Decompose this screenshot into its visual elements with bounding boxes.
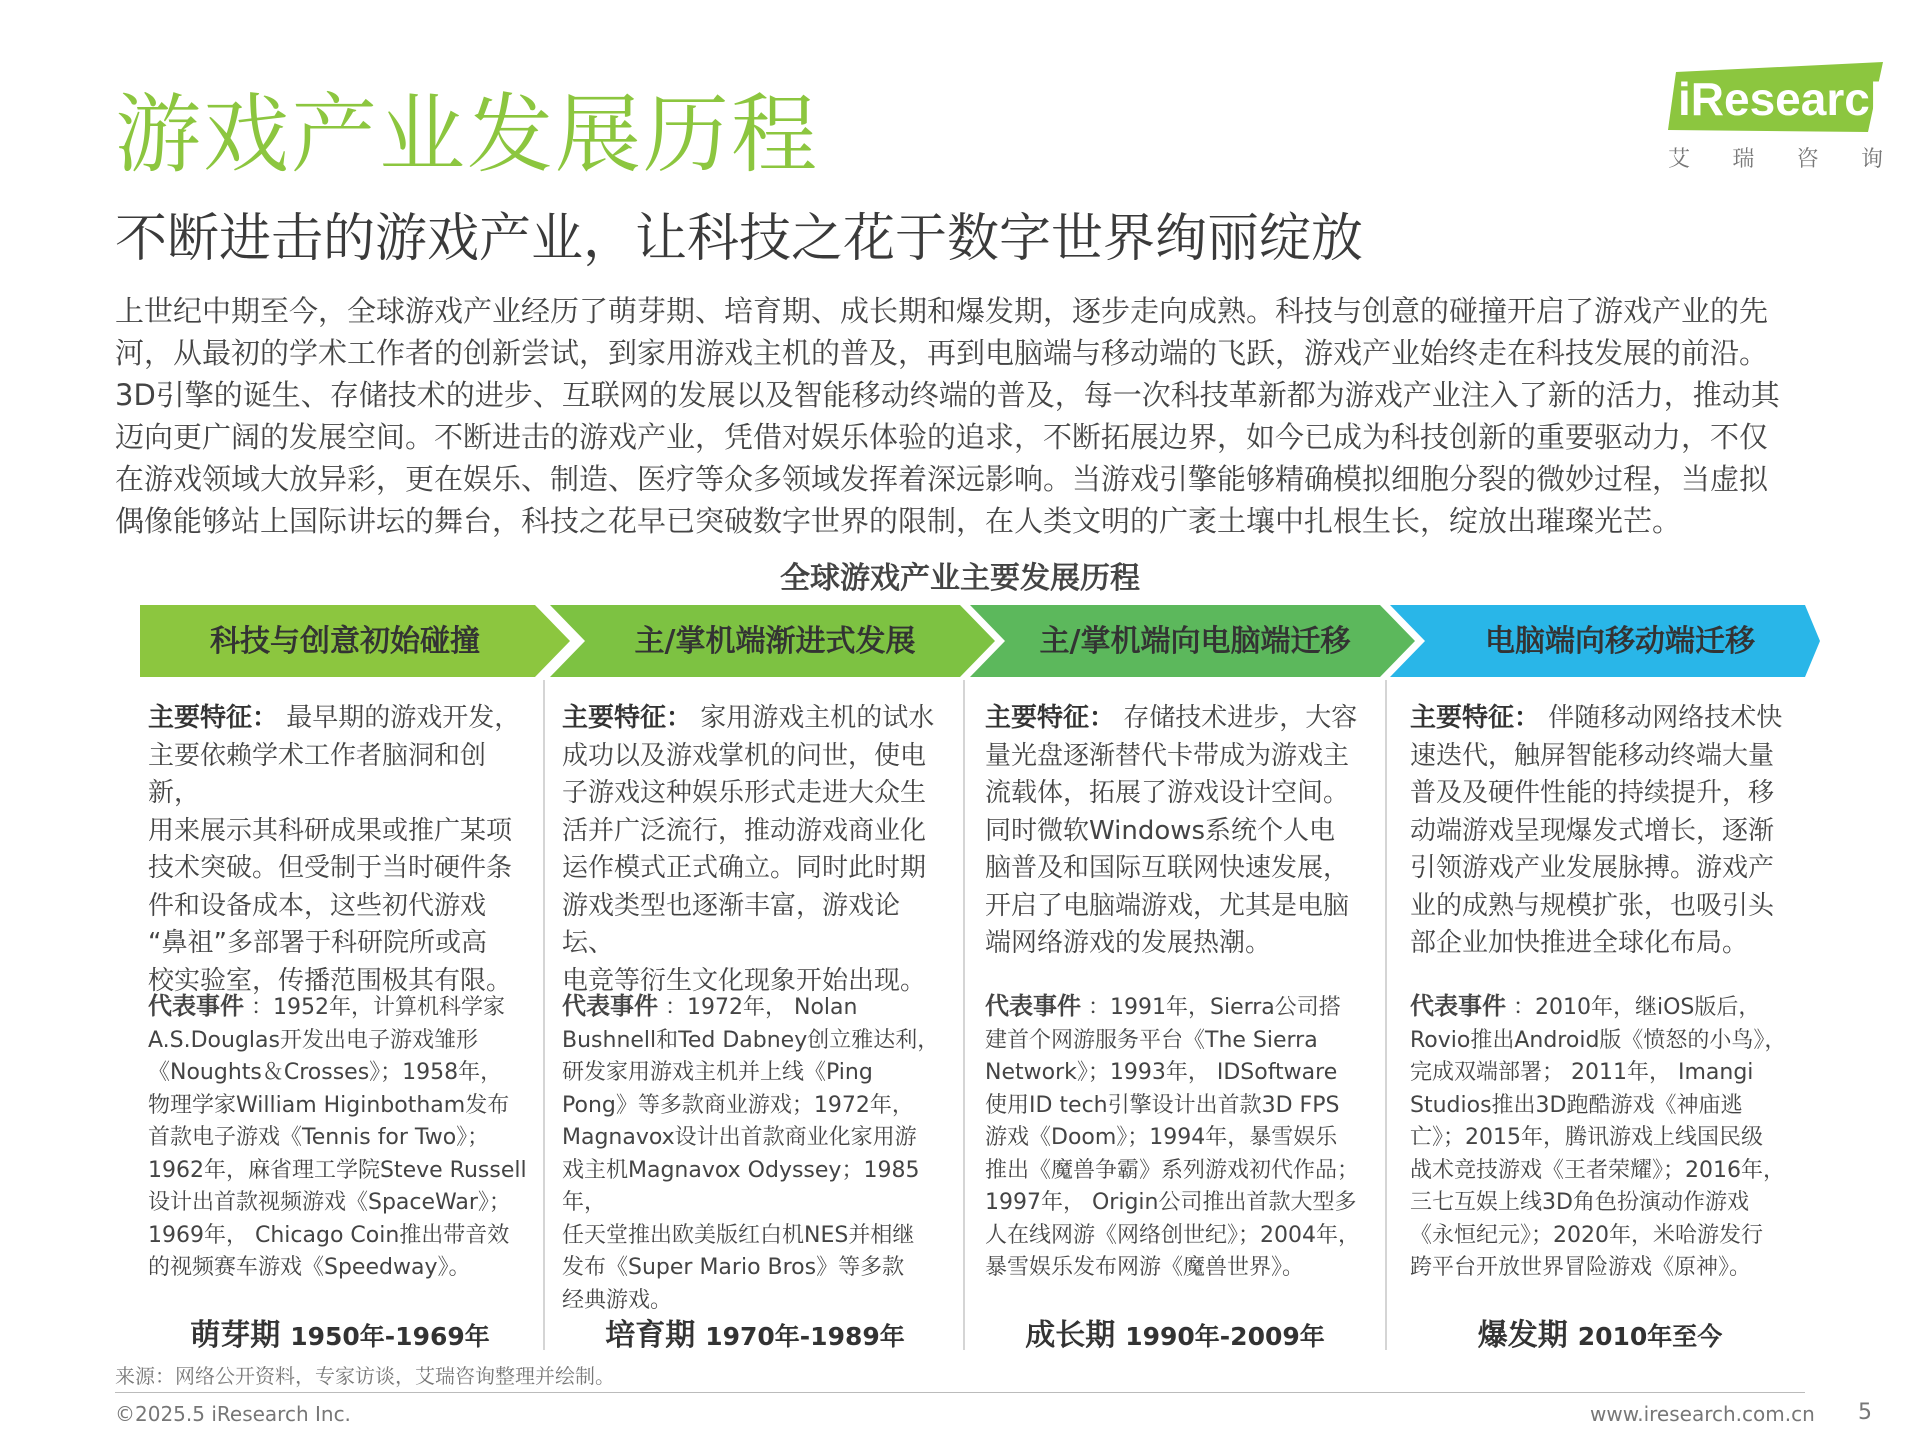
stage-4-banner: 电脑端向移动端迁移 (1485, 624, 1755, 659)
stage-2-period: 培育期 1970年-1989年 (605, 1318, 905, 1353)
events-label: 代表事件 (562, 992, 658, 1020)
source-note: 来源：网络公开资料，专家访谈，艾瑞咨询整理并绘制。 (115, 1364, 615, 1388)
stage-4-period: 爆发期 2010年至今 (1477, 1318, 1723, 1353)
intro-line: 3D引擎的诞生、存储技术的进步、互联网的发展以及智能移动终端的普及，每一次科技革新都为游戏产业注入了新的活力，推动其 (115, 378, 1780, 412)
page-subtitle: 不断进击的游戏产业，让科技之花于数字世界绚丽绽放 (115, 209, 1364, 269)
intro-line: 在游戏领域大放异彩，更在娱乐、制造、医疗等众多领域发挥着深远影响。当游戏引擎能够精确模拟细胞分裂的微妙过程，当虚拟 (115, 462, 1769, 496)
events-label: 代表事件 (1410, 992, 1506, 1020)
intro-line: 偶像能够站上国际讲坛的舞台，科技之花早已突破数字世界的限制，在人类文明的广袤土壤中扎根生长，绽放出璀璨光芒。 (115, 504, 1682, 538)
stage-1-events: 代表事件 ：1952年，计算机科学家 A.S.Douglas开发出电子游戏雏形 《Noughts＆Crosses》；1958年， 物理学家William Higinbotham发布 首款电子游戏《Tennis for Two》； 1962年，麻省理工学院Steve Russell 设计出首款视频游戏《SpaceWar》； 1969年， Chicago Coin推出带音效 的视频赛车游戏《Speedway》。 (148, 992, 527, 1280)
intro-paragraph (115, 290, 1815, 542)
stage-3-features: 主要特征： 存储技术进步，大容 量光盘逐渐替代卡带成为游戏主 流载体，拓展了游戏设计空间。 同时微软Windows系统个人电 脑普及和国际互联网快速发展， 开启了电脑端游戏，尤其是电脑 端网络游戏的发展热潮。 (985, 703, 1358, 958)
events-label: 代表事件 (985, 992, 1081, 1020)
features-label: 主要特征： (985, 703, 1116, 733)
page-title: 游戏产业发展历程 (115, 85, 819, 185)
stage-3-period: 成长期 1990年-2009年 (1025, 1318, 1325, 1353)
features-label: 主要特征： (562, 703, 693, 733)
logo-cn-text: 艾 瑞 咨 询 (1668, 147, 1883, 172)
features-label: 主要特征： (1410, 703, 1541, 733)
stage-2-features: 主要特征： 家用游戏主机的试水 成功以及游戏掌机的问世，使电 子游戏这种娱乐形式走进大众生 活并广泛流行，推动游戏商业化 运作模式正式确立。同时此时期 游戏类型也逐渐丰富，游戏论坛、 电竞等衍生文化现象开始出现。 (562, 703, 935, 996)
page-number: 5 (1858, 1400, 1872, 1425)
stage-1-features: 主要特征： 最早期的游戏开发， 主要依赖学术工作者脑洞和创新， 用来展示其科研成果或推广某项 技术突破。但受制于当时硬件条 件和设备成本，这些初代游戏 “鼻祖”多部署于科研院所或高 校实验室，传播范围极其有限。 (148, 703, 521, 996)
iresearch-logo (1668, 62, 1898, 172)
stage-2-events: 代表事件 ：1972年， Nolan Bushnell和Ted Dabney创立雅达利， 研发家用游戏主机并上线《Ping Pong》等多款商业游戏；1972年， Magnavox设计出首款商业化家用游 戏主机Magnavox Odyssey；1985年， 任天堂推出欧美版红白机NES并相继 发布《Super Mario Bros》等多款 经典游戏。 (562, 992, 940, 1313)
footer-divider (115, 1392, 1805, 1393)
stage-4-features: 主要特征： 伴随移动网络技术快 速迭代，触屏智能移动终端大量 普及及硬件性能的持续提升，移 动端游戏呈现爆发式增长，逐渐 引领游戏产业发展脉搏。游戏产 业的成熟与规模扩张，也吸引头 部企业加快推进全球化布局。 (1410, 703, 1783, 958)
timeline-title: 全球游戏产业主要发展历程 (780, 561, 1140, 596)
copyright: ©2025.5 iResearch Inc. (115, 1402, 351, 1426)
events-label: 代表事件 (148, 992, 244, 1020)
features-label: 主要特征： (148, 703, 279, 733)
intro-line: 河，从最初的学术工作者的创新尝试，到家用游戏主机的普及，再到电脑端与移动端的飞跃，游戏产业始终走在科技发展的前沿。 (115, 336, 1769, 370)
stage-1-period: 萌芽期 1950年-1969年 (190, 1318, 490, 1353)
intro-line: 迈向更广阔的发展空间。不断进击的游戏产业，凭借对娱乐体验的追求，不断拓展边界，如今已成为科技创新的重要驱动力，不仅 (115, 420, 1769, 454)
stage-3-events: 代表事件 ：1991年，Sierra公司搭 建首个网游服务平台《The Sierra Network》；1993年， IDSoftware 使用ID tech引擎设计出首款3D FPS 游戏《Doom》；1994年，暴雪娱乐 推出《魔兽争霸》系列游戏初代作品； 1997年， Origin公司推出首款大型多 人在线网游《网络创世纪》；2004年， 暴雪娱乐发布网游《魔兽世界》。 (985, 992, 1360, 1280)
column-divider (963, 680, 965, 1350)
logo-wordmark: iResearch (1678, 73, 1898, 125)
column-divider (543, 680, 545, 1350)
intro-line: 上世纪中期至今，全球游戏产业经历了萌芽期、培育期、成长期和爆发期，逐步走向成熟。科技与创意的碰撞开启了游戏产业的先 (115, 294, 1769, 328)
stage-3-banner: 主/掌机端向电脑端迁移 (1039, 624, 1351, 659)
stage-2-banner: 主/掌机端渐进式发展 (634, 624, 916, 659)
stage-4-events: 代表事件 ：2010年，继iOS版后， Rovio推出Android版《愤怒的小鸟》， 完成双端部署； 2011年， Imangi Studios推出3D跑酷游戏《神庙逃 亡》；2015年，腾讯游戏上线国民级 战术竞技游戏《王者荣耀》；2016年， 三七互娱上线3D角色扮演动作游戏 《永恒纪元》；2020年，米哈游发行 跨平台开放世界冒险游戏《原神》。 (1410, 992, 1787, 1280)
stage-1-banner: 科技与创意初始碰撞 (210, 624, 480, 659)
footer-url: www.iresearch.com.cn (1590, 1402, 1815, 1426)
column-divider (1385, 680, 1387, 1350)
